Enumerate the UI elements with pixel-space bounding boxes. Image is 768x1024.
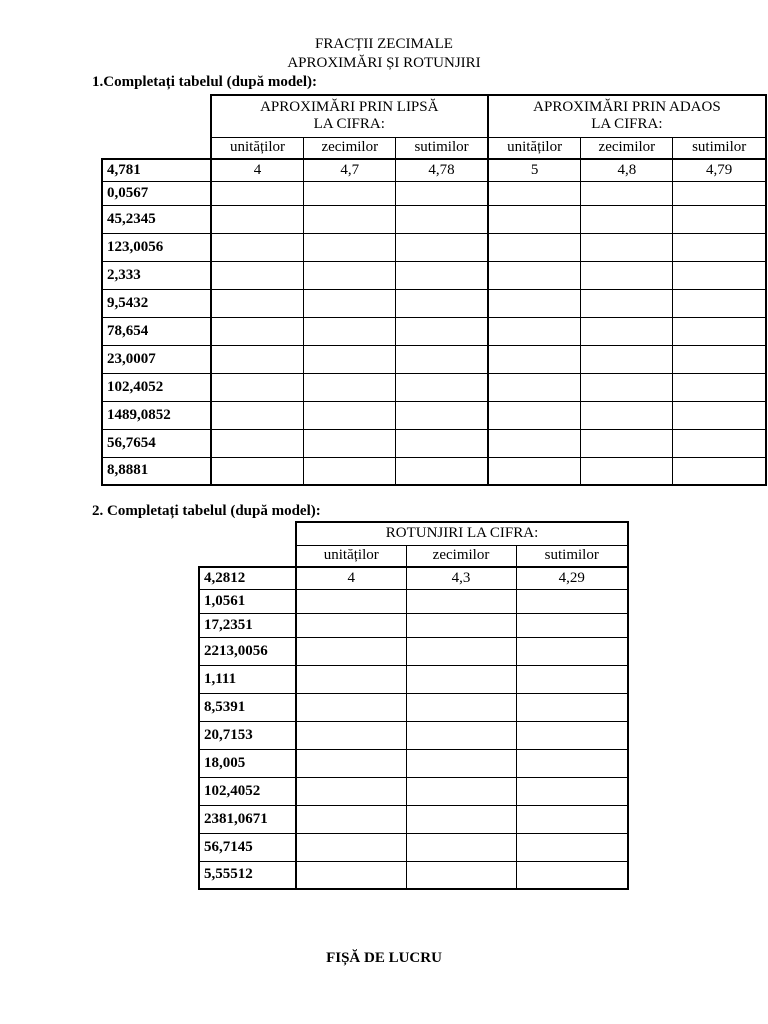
answer-cell (211, 429, 304, 457)
number-cell: 5,55512 (199, 861, 296, 889)
answer-cell (296, 637, 406, 665)
header-approx-by-deficit (211, 95, 488, 137)
answer-cell (488, 401, 581, 429)
table-row (199, 805, 628, 833)
number-cell: 23,0007 (102, 345, 211, 373)
answer-cell (304, 373, 396, 401)
answer-cell (581, 233, 673, 261)
answer-cell (673, 181, 766, 205)
answer-cell (516, 749, 628, 777)
answer-cell (396, 261, 488, 289)
answer-cell (516, 589, 628, 613)
answer-cell: 4,79 (673, 159, 766, 181)
table-row (199, 777, 628, 805)
answer-cell (296, 833, 406, 861)
number-cell: 1,111 (199, 665, 296, 693)
answer-cell (488, 317, 581, 345)
answer-cell (304, 457, 396, 485)
answer-cell (673, 345, 766, 373)
answer-cell (673, 401, 766, 429)
answer-cell (304, 345, 396, 373)
answer-cell (396, 317, 488, 345)
header-rounding: ROTUNJIRI LA CIFRA: (296, 522, 628, 545)
answer-cell (488, 261, 581, 289)
answer-cell (488, 181, 581, 205)
table-row (102, 233, 766, 261)
answer-cell (296, 693, 406, 721)
number-cell: 8,5391 (199, 693, 296, 721)
answer-cell (304, 401, 396, 429)
table-row (199, 589, 628, 613)
answer-cell (581, 205, 673, 233)
answer-cell (516, 721, 628, 749)
table-row (199, 637, 628, 665)
table-row (102, 205, 766, 233)
answer-cell (406, 749, 516, 777)
table-row (102, 289, 766, 317)
table-2-corner (199, 522, 296, 545)
answer-cell (396, 373, 488, 401)
answer-cell (211, 401, 304, 429)
table-row (102, 159, 766, 181)
header-approx-by-deficit-line1: APROXIMĂRI PRIN LIPSĂ (260, 99, 439, 116)
answer-cell (304, 317, 396, 345)
header-approx-by-deficit-line2: LA CIFRA: (313, 116, 385, 133)
answer-cell (516, 693, 628, 721)
answer-cell (673, 233, 766, 261)
answer-cell: 4,29 (516, 567, 628, 589)
answer-cell (304, 261, 396, 289)
answer-cell (516, 777, 628, 805)
number-cell: 123,0056 (102, 233, 211, 261)
answer-cell (581, 401, 673, 429)
answer-cell (488, 205, 581, 233)
answer-cell (296, 777, 406, 805)
header-approx-by-excess-line1: APROXIMĂRI PRIN ADAOS (533, 99, 721, 116)
answer-cell (396, 181, 488, 205)
answer-cell (673, 373, 766, 401)
number-cell: 20,7153 (199, 721, 296, 749)
subheader-deficit-1: zecimilor (304, 137, 396, 159)
table-1-corner-sub (102, 137, 211, 159)
answer-cell (211, 317, 304, 345)
answer-cell: 5 (488, 159, 581, 181)
number-cell: 56,7654 (102, 429, 211, 457)
subheader-rounding-0: unităților (296, 545, 406, 567)
answer-cell (673, 205, 766, 233)
answer-cell (396, 401, 488, 429)
table-row (199, 613, 628, 637)
header-approx-by-excess (488, 95, 766, 137)
answer-cell (581, 181, 673, 205)
answer-cell (406, 777, 516, 805)
answer-cell (406, 693, 516, 721)
answer-cell (581, 457, 673, 485)
answer-cell (581, 429, 673, 457)
answer-cell (488, 345, 581, 373)
answer-cell (296, 861, 406, 889)
table-row (199, 721, 628, 749)
answer-cell (304, 233, 396, 261)
answer-cell (488, 233, 581, 261)
table-row (199, 861, 628, 889)
answer-cell (304, 205, 396, 233)
answer-cell (406, 613, 516, 637)
subheader-deficit-0: unităților (211, 137, 304, 159)
answer-cell (211, 457, 304, 485)
number-cell: 17,2351 (199, 613, 296, 637)
answer-cell (673, 429, 766, 457)
answer-cell (211, 373, 304, 401)
answer-cell (296, 749, 406, 777)
answer-cell (296, 665, 406, 693)
answer-cell (516, 805, 628, 833)
answer-cell (488, 289, 581, 317)
answer-cell (211, 205, 304, 233)
answer-cell (296, 805, 406, 833)
answer-cell (296, 589, 406, 613)
answer-cell (406, 833, 516, 861)
table-row (199, 833, 628, 861)
answer-cell: 4,7 (304, 159, 396, 181)
answer-cell (396, 345, 488, 373)
answer-cell (406, 637, 516, 665)
table-row (199, 693, 628, 721)
answer-cell (488, 373, 581, 401)
subheader-excess-3: unităților (488, 137, 581, 159)
exercise-1-instruction: 1.Completați tabelul (după model): (92, 74, 317, 90)
number-cell: 2213,0056 (199, 637, 296, 665)
table-row (102, 373, 766, 401)
answer-cell (516, 613, 628, 637)
number-cell: 8,8881 (102, 457, 211, 485)
answer-cell (396, 457, 488, 485)
answer-cell (211, 289, 304, 317)
answer-cell (296, 721, 406, 749)
table-1-corner (102, 95, 211, 137)
exercise-2-instruction: 2. Completați tabelul (după model): (92, 503, 321, 519)
answer-cell (406, 861, 516, 889)
answer-cell (211, 181, 304, 205)
answer-cell (581, 317, 673, 345)
answer-cell (406, 589, 516, 613)
table-row (102, 181, 766, 205)
subheader-deficit-2: sutimilor (396, 137, 488, 159)
table-row (102, 261, 766, 289)
number-cell: 4,781 (102, 159, 211, 181)
number-cell: 0,0567 (102, 181, 211, 205)
answer-cell (211, 261, 304, 289)
answer-cell (304, 289, 396, 317)
number-cell: 1489,0852 (102, 401, 211, 429)
answer-cell (211, 345, 304, 373)
answer-cell (396, 233, 488, 261)
subheader-rounding-2: sutimilor (516, 545, 628, 567)
number-cell: 78,654 (102, 317, 211, 345)
answer-cell (673, 261, 766, 289)
answer-cell (406, 665, 516, 693)
subheader-rounding-1: zecimilor (406, 545, 516, 567)
number-cell: 2,333 (102, 261, 211, 289)
table-row (102, 429, 766, 457)
number-cell: 56,7145 (199, 833, 296, 861)
answer-cell (516, 861, 628, 889)
number-cell: 4,2812 (199, 567, 296, 589)
answer-cell (516, 637, 628, 665)
table-row (102, 317, 766, 345)
table-row (102, 345, 766, 373)
subheader-excess-5: sutimilor (673, 137, 766, 159)
footer-worksheet-label: FIȘĂ DE LUCRU (326, 950, 442, 966)
table-row (199, 749, 628, 777)
number-cell: 102,4052 (102, 373, 211, 401)
number-cell: 9,5432 (102, 289, 211, 317)
answer-cell: 4,8 (581, 159, 673, 181)
answer-cell (581, 261, 673, 289)
answer-cell: 4,3 (406, 567, 516, 589)
answer-cell (673, 317, 766, 345)
rounding-table-2 (198, 521, 629, 890)
table-2-corner-sub (199, 545, 296, 567)
answer-cell (296, 613, 406, 637)
answer-cell (581, 345, 673, 373)
answer-cell (673, 289, 766, 317)
answer-cell (516, 665, 628, 693)
answer-cell (581, 289, 673, 317)
answer-cell (488, 429, 581, 457)
answer-cell (396, 429, 488, 457)
answer-cell (396, 289, 488, 317)
number-cell: 18,005 (199, 749, 296, 777)
answer-cell (673, 457, 766, 485)
answer-cell (396, 205, 488, 233)
table-row (102, 401, 766, 429)
table-row (199, 665, 628, 693)
answer-cell (406, 805, 516, 833)
answer-cell (406, 721, 516, 749)
rounding-table-1 (101, 94, 767, 486)
number-cell: 2381,0671 (199, 805, 296, 833)
page-subtitle: APROXIMĂRI ȘI ROTUNJIRI (287, 55, 481, 71)
number-cell: 1,0561 (199, 589, 296, 613)
answer-cell (581, 373, 673, 401)
answer-cell (304, 429, 396, 457)
page-title: FRACȚII ZECIMALE (315, 36, 453, 52)
answer-cell (488, 457, 581, 485)
header-approx-by-excess-line2: LA CIFRA: (591, 116, 663, 133)
answer-cell: 4,78 (396, 159, 488, 181)
number-cell: 102,4052 (199, 777, 296, 805)
answer-cell (211, 233, 304, 261)
answer-cell: 4 (211, 159, 304, 181)
table-row (102, 457, 766, 485)
answer-cell (516, 833, 628, 861)
table-row (199, 567, 628, 589)
answer-cell: 4 (296, 567, 406, 589)
answer-cell (304, 181, 396, 205)
number-cell: 45,2345 (102, 205, 211, 233)
subheader-excess-4: zecimilor (581, 137, 673, 159)
